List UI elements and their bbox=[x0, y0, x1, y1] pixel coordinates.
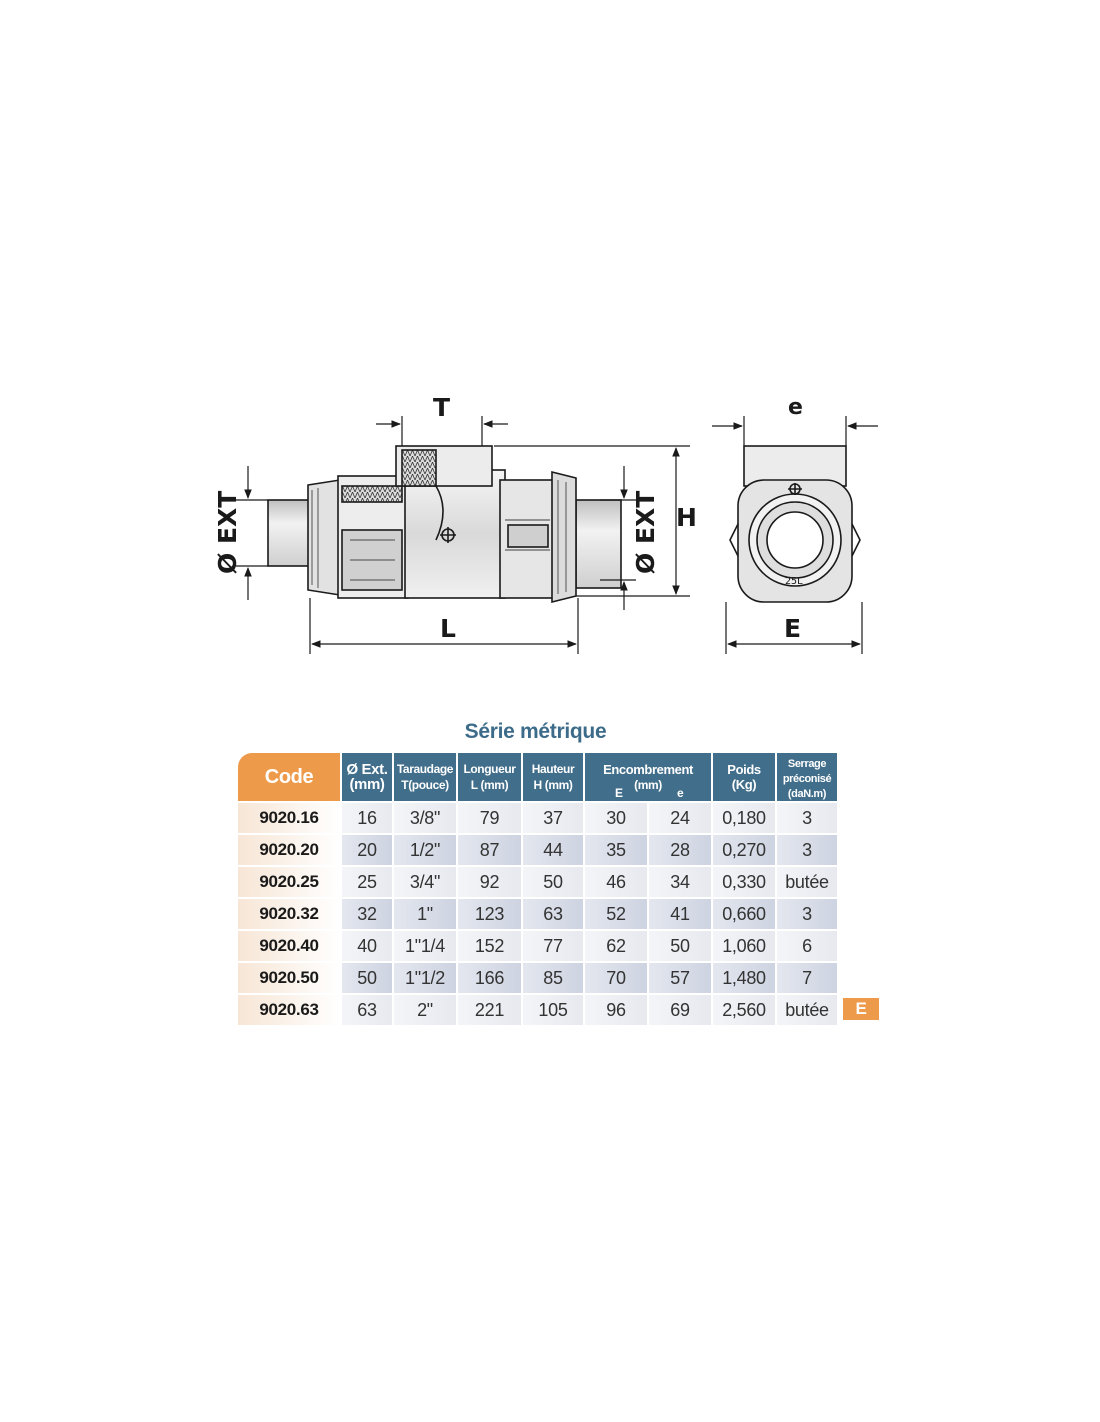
cell-enc-E: 96 bbox=[585, 993, 649, 1025]
cell-poids: 0,330 bbox=[713, 865, 777, 897]
right-pipe bbox=[576, 500, 621, 588]
cell-tar: 1"1/4 bbox=[394, 929, 458, 961]
cell-enc-e: 34 bbox=[649, 865, 713, 897]
cell-ext: 32 bbox=[342, 897, 394, 929]
col-header-code-label: Code bbox=[264, 765, 314, 788]
col-header-enc-sub-e-upper: E bbox=[615, 786, 623, 800]
cell-hau: 77 bbox=[523, 929, 585, 961]
col-header-tar bbox=[394, 753, 458, 801]
col-header-enc bbox=[585, 753, 713, 801]
cell-code: 9020.32 bbox=[238, 897, 342, 929]
col-header-enc-line1: Encombrement bbox=[603, 761, 693, 777]
e-badge: E bbox=[843, 998, 879, 1020]
series-title: Série métrique bbox=[464, 720, 607, 743]
dim-label-l: L bbox=[440, 614, 456, 643]
col-header-poids-line2: (Kg) bbox=[731, 777, 757, 792]
cell-serrage: 3 bbox=[777, 801, 839, 833]
table-row bbox=[238, 865, 883, 897]
cell-lon: 166 bbox=[458, 961, 523, 993]
cell-enc-E: 70 bbox=[585, 961, 649, 993]
cell-badge bbox=[839, 801, 883, 833]
cell-lon: 221 bbox=[458, 993, 523, 1025]
cell-tar: 2" bbox=[394, 993, 458, 1025]
cell-serrage: butée bbox=[777, 865, 839, 897]
col-header-hau bbox=[523, 753, 585, 801]
cell-lon: 123 bbox=[458, 897, 523, 929]
table-row bbox=[238, 833, 883, 865]
col-header-tar-line1: Taraudage bbox=[396, 762, 454, 776]
cell-badge bbox=[839, 961, 883, 993]
technical-drawing bbox=[0, 380, 1100, 670]
cell-serrage: 7 bbox=[777, 961, 839, 993]
cell-hau: 50 bbox=[523, 865, 585, 897]
table-row bbox=[238, 801, 883, 833]
col-header-ext-line2: (mm) bbox=[349, 776, 385, 793]
cell-tar: 1/2" bbox=[394, 833, 458, 865]
col-header-ser-line1: Serrage bbox=[787, 757, 827, 770]
dim-label-h: H bbox=[676, 503, 697, 532]
dim-label-e-upper: E bbox=[784, 614, 802, 643]
cell-hau: 63 bbox=[523, 897, 585, 929]
cell-hau: 44 bbox=[523, 833, 585, 865]
col-header-enc-sub-e-lower: e bbox=[677, 786, 684, 800]
cell-lon: 152 bbox=[458, 929, 523, 961]
cell-tar: 3/4" bbox=[394, 865, 458, 897]
cell-badge bbox=[839, 993, 883, 1025]
dim-label-diam-left: Ø EXT bbox=[213, 490, 242, 574]
cell-ext: 20 bbox=[342, 833, 394, 865]
dim-label-e-lower: e bbox=[788, 395, 803, 420]
cell-enc-e: 28 bbox=[649, 833, 713, 865]
col-header-enc-line2: (mm) bbox=[634, 777, 662, 792]
cell-badge bbox=[839, 865, 883, 897]
col-header-lon bbox=[458, 753, 523, 801]
cell-serrage: 3 bbox=[777, 897, 839, 929]
cell-code: 9020.20 bbox=[238, 833, 342, 865]
cell-serrage: butée bbox=[777, 993, 839, 1025]
cell-ext: 63 bbox=[342, 993, 394, 1025]
cell-ext: 25 bbox=[342, 865, 394, 897]
col-header-poids bbox=[713, 753, 777, 801]
table-row bbox=[238, 961, 883, 993]
cell-poids: 0,180 bbox=[713, 801, 777, 833]
cell-code: 9020.40 bbox=[238, 929, 342, 961]
cell-lon: 79 bbox=[458, 801, 523, 833]
col-header-ext-line1: Ø Ext. bbox=[346, 761, 388, 778]
cell-hau: 85 bbox=[523, 961, 585, 993]
right-nut bbox=[552, 472, 576, 602]
cell-badge bbox=[839, 929, 883, 961]
col-header-lon-line2: L (mm) bbox=[470, 778, 509, 792]
central-body bbox=[405, 470, 505, 598]
col-header-hau-line1: Hauteur bbox=[531, 762, 575, 776]
cell-enc-E: 62 bbox=[585, 929, 649, 961]
cell-poids: 2,560 bbox=[713, 993, 777, 1025]
cell-hau: 105 bbox=[523, 993, 585, 1025]
cell-badge bbox=[839, 833, 883, 865]
col-header-serrage bbox=[777, 753, 839, 801]
col-header-tar-line2: T(pouce) bbox=[401, 778, 449, 792]
cell-poids: 1,060 bbox=[713, 929, 777, 961]
cell-ext: 40 bbox=[342, 929, 394, 961]
cell-code: 9020.16 bbox=[238, 801, 342, 833]
cell-enc-e: 69 bbox=[649, 993, 713, 1025]
table-row bbox=[238, 897, 883, 929]
cell-enc-e: 24 bbox=[649, 801, 713, 833]
col-header-lon-line1: Longueur bbox=[463, 762, 516, 776]
cell-enc-E: 35 bbox=[585, 833, 649, 865]
cell-ext: 50 bbox=[342, 961, 394, 993]
cell-enc-e: 57 bbox=[649, 961, 713, 993]
cell-lon: 87 bbox=[458, 833, 523, 865]
front-marking: 25L bbox=[785, 576, 804, 587]
col-header-poids-line1: Poids bbox=[727, 762, 761, 777]
cell-tar: 1"1/2 bbox=[394, 961, 458, 993]
spec-table bbox=[238, 753, 883, 1025]
cell-tar: 1" bbox=[394, 897, 458, 929]
table-header-row bbox=[238, 753, 883, 801]
cell-poids: 0,660 bbox=[713, 897, 777, 929]
col-header-hau-line2: H (mm) bbox=[533, 778, 573, 792]
cell-enc-e: 50 bbox=[649, 929, 713, 961]
cell-enc-E: 46 bbox=[585, 865, 649, 897]
side-view bbox=[268, 446, 621, 602]
dim-label-diam-right: Ø EXT bbox=[631, 490, 660, 574]
cell-serrage: 6 bbox=[777, 929, 839, 961]
cell-poids: 0,270 bbox=[713, 833, 777, 865]
col-header-badge-spacer bbox=[839, 753, 883, 801]
cell-code: 9020.63 bbox=[238, 993, 342, 1025]
cell-hau: 37 bbox=[523, 801, 585, 833]
cell-badge bbox=[839, 897, 883, 929]
cell-poids: 1,480 bbox=[713, 961, 777, 993]
cell-code: 9020.25 bbox=[238, 865, 342, 897]
cell-tar: 3/8" bbox=[394, 801, 458, 833]
cell-ext: 16 bbox=[342, 801, 394, 833]
col-header-ser-line2: préconisé bbox=[782, 772, 832, 785]
cell-code: 9020.50 bbox=[238, 961, 342, 993]
cell-enc-E: 30 bbox=[585, 801, 649, 833]
dim-label-t: T bbox=[433, 393, 451, 422]
col-header-ext bbox=[342, 753, 394, 801]
cell-enc-e: 41 bbox=[649, 897, 713, 929]
cell-enc-E: 52 bbox=[585, 897, 649, 929]
col-header-code bbox=[238, 753, 342, 801]
cell-serrage: 3 bbox=[777, 833, 839, 865]
cell-lon: 92 bbox=[458, 865, 523, 897]
table-row bbox=[238, 993, 883, 1025]
col-header-ser-line3: (daN.m) bbox=[787, 787, 827, 800]
table-row bbox=[238, 929, 883, 961]
